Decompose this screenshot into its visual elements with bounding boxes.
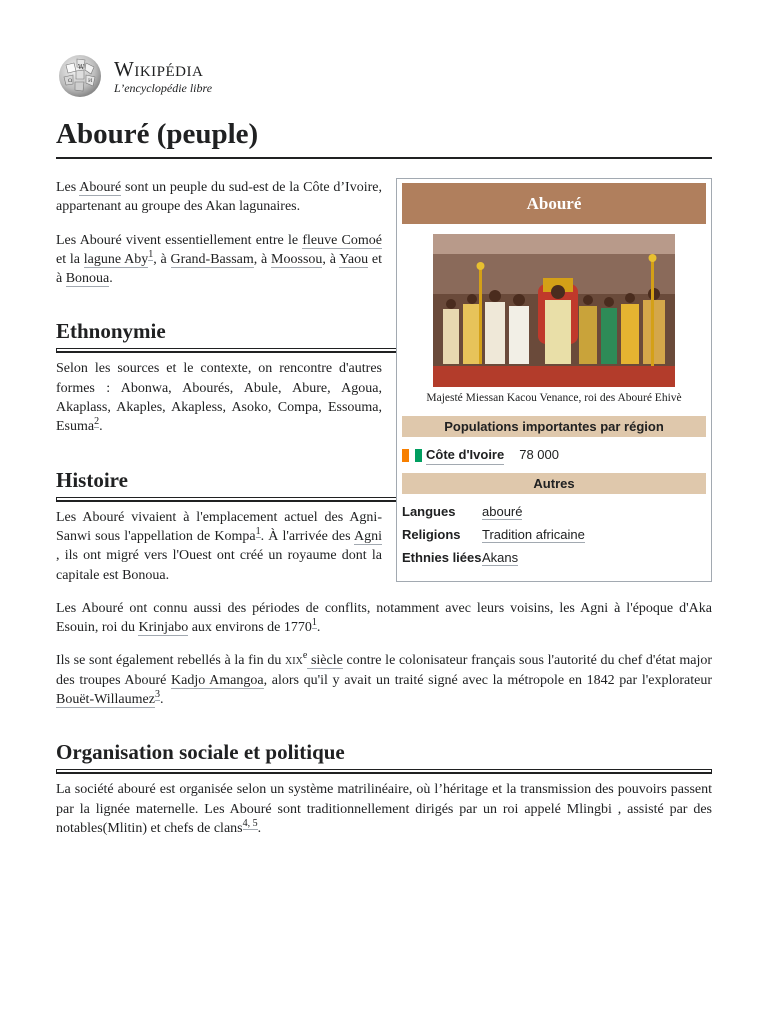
moossou-link[interactable]: Moossou [271, 251, 323, 267]
aboure-link[interactable]: Abouré [79, 180, 122, 195]
lagune-aby-link[interactable]: lagune Aby [83, 251, 149, 267]
flag-band-green [415, 449, 422, 462]
flag-band-orange [402, 449, 409, 462]
site-name: Wikipédia [114, 57, 204, 81]
intro-paragraph-2: Les Abouré vivent essentiellement entre le fleuve Comoé et la lagune Aby$^1$, à Grand-Bassam, à Moossou, à Yaou et à Bonoua. [56, 232, 383, 287]
organisation-paragraph: La société abouré est organisée selon un système matrilinéaire, où l’héritage et la transmission des pouvoirs passent par la lignée maternelle. Les Abouré sont traditionnellement dirigés par un roi appelé Mlingbi , assisté par des notables(Mlitin) et chefs de clans$^{4, 5}$. [56, 782, 712, 836]
heading-histoire: Histoire [56, 467, 712, 498]
svg-text:W: W [78, 64, 85, 71]
cote-divoire-flag-icon [402, 449, 422, 462]
fleuve-comoe-link[interactable]: fleuve Comoé [302, 232, 383, 248]
infobox-rows [402, 502, 706, 567]
flag-band-white [409, 449, 416, 462]
site-tagline: L’encyclopédie libre [114, 81, 213, 95]
ref-3[interactable]: 3 [154, 689, 160, 701]
intro-paragraph-1: Les Abouré sont un peuple du sud-est de la Côte d’Ivoire, appartenant au groupe des Akan lagunaires. [56, 180, 382, 215]
infobox-row-ethnies [402, 548, 706, 567]
page-title: Abouré (peuple) [56, 114, 712, 159]
ethnonymie-paragraph: Selon les sources et le contexte, on rencontre d'autres formes : Abonwa, Abourés, Abule, Abure, Agoua, Akaplass, Akaples, Akapless, Asoko, Compa, Essouma, Esuma$^2$. [56, 361, 382, 435]
infobox-row-religions [402, 525, 706, 544]
religion-link[interactable]: Tradition africaine [482, 527, 585, 542]
population-row [402, 437, 706, 473]
histoire-paragraph-2: Les Abouré ont connu aussi des périodes de conflits, notamment avec leurs voisins, les Agni à l'époque d'Aka Esouin, roi du Krinjabo aux environs de 1770$^1$. [56, 600, 712, 636]
ethnie-link[interactable]: Akans [482, 550, 519, 565]
svg-text:Ω: Ω [68, 78, 73, 84]
row-label: Ethnies liées [402, 550, 482, 565]
populations-heading: Populations importantes par région [402, 416, 706, 437]
histoire-paragraph-3: Ils se sont également rebellés à la fin du xix$^e$ siècle contre le colonisateur français sous l'autorité du chef d'état major des troupes Abouré Kadjo Amangoa, alors qu'il y avait un traité signé avec la métropole en 1842 par l'explorateur Bouët-Willaumez$^3$. [56, 650, 712, 708]
population-value: 78 000 [519, 447, 559, 463]
grand-bassam-link[interactable]: Grand-Bassam [170, 251, 254, 267]
ref-1[interactable]: 1 [148, 248, 154, 260]
ref-1[interactable]: 1 [311, 617, 317, 629]
siecle-link[interactable]: siècle [307, 653, 343, 669]
svg-text:И: И [88, 78, 93, 84]
histoire-paragraph-1: Les Abouré vivaient à l'emplacement actuel des Agni-Sanwi sous l'appellation de Kompa$^1$. À l'arrivée des Agni , ils ont migré vers l'Ouest ont créé un royaume dont la capitale est Bonoua. [56, 509, 382, 583]
article-body [56, 178, 712, 852]
row-label: Langues [402, 504, 456, 519]
infobox-caption: Majesté Miessan Kacou Venance, roi des Abouré Ehivè [426, 392, 682, 404]
langue-link[interactable]: abouré [482, 504, 523, 519]
bonoua-link[interactable]: Bonoua [65, 271, 110, 287]
infobox-row-langues [402, 502, 706, 521]
wikipedia-globe-icon[interactable] [56, 53, 104, 99]
krinjabo-link[interactable]: Krinjabo [138, 620, 189, 636]
ref-1[interactable]: 1 [255, 525, 261, 537]
heading-ethnonymie: Ethnonymie [56, 318, 712, 349]
infobox [396, 178, 712, 582]
ref-2[interactable]: 2 [94, 416, 100, 428]
ref-4-5[interactable]: 4, 5 [242, 817, 258, 829]
autres-heading: Autres [402, 473, 706, 494]
country-link[interactable]: Côte d'Ivoire [426, 445, 504, 465]
wordmark[interactable] [114, 57, 212, 95]
king-court-photo[interactable] [433, 234, 675, 387]
row-label: Religions [402, 527, 461, 542]
bouet-willaumez-link[interactable]: Bouët-Willaumez [56, 692, 155, 708]
heading-organisation: Organisation sociale et politique [56, 739, 712, 770]
kadjo-amangoa-link[interactable]: Kadjo Amangoa [171, 672, 264, 688]
yaou-link[interactable]: Yaou [339, 251, 369, 267]
site-header [56, 53, 212, 99]
agni-link[interactable]: Agni [354, 528, 382, 544]
infobox-title: Abouré [402, 183, 706, 224]
